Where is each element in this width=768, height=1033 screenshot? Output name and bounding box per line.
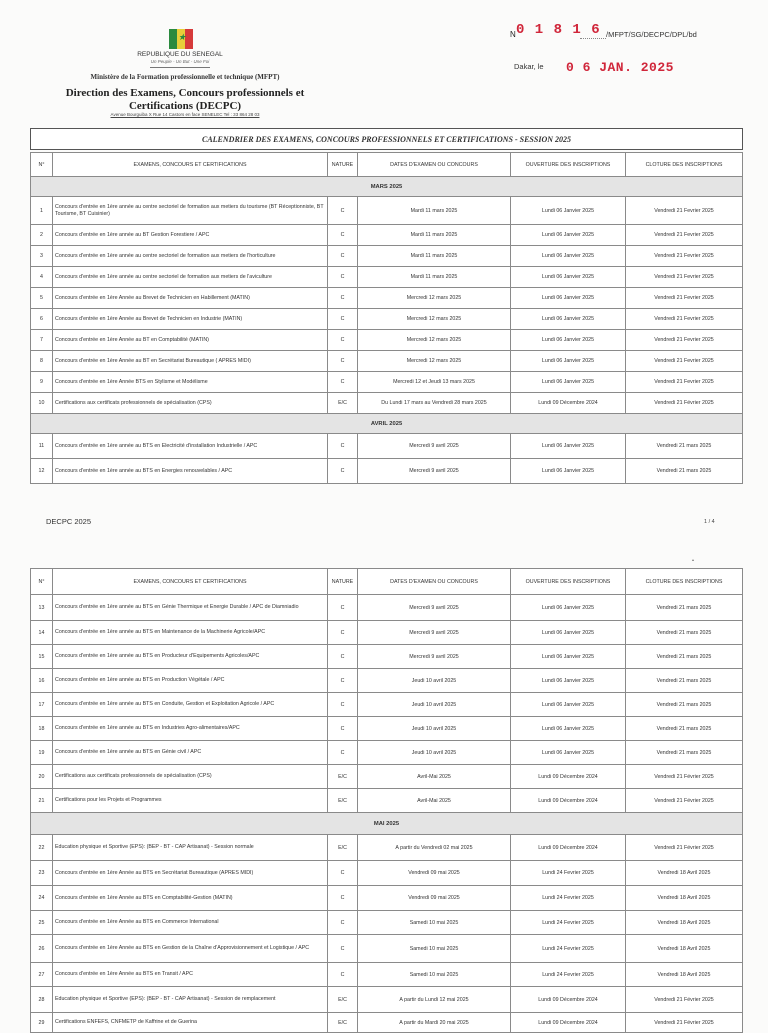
cell-registration-close: Vendredi 21 Fevrier 2025 bbox=[626, 267, 743, 288]
cell-nature: C bbox=[328, 645, 358, 669]
cell-exam-date: Mardi 11 mars 2025 bbox=[358, 267, 511, 288]
cell-exam-date: Mercredi 12 mars 2025 bbox=[358, 330, 511, 351]
cell-row-number: 13 bbox=[31, 595, 53, 621]
cell-exam-date: Jeudi 10 avril 2025 bbox=[358, 693, 511, 717]
cell-row-number: 19 bbox=[31, 741, 53, 765]
table-row bbox=[31, 1013, 743, 1033]
cell-exam-date: Samedi 10 mai 2025 bbox=[358, 911, 511, 935]
cell-exam-name: Concours d'entrée en 1ère Année au Brevet de Technicien en Industrie (MATIN) bbox=[53, 309, 328, 330]
cell-nature: C bbox=[328, 434, 358, 459]
column-header-registration-close: CLOTURE DES INSCRIPTIONS bbox=[626, 153, 743, 177]
table-row bbox=[31, 693, 743, 717]
cell-nature: C bbox=[328, 935, 358, 963]
cell-registration-open: Lundi 06 Janvier 2025 bbox=[511, 372, 626, 393]
table-row bbox=[31, 717, 743, 741]
table-row bbox=[31, 434, 743, 459]
column-header-registration-open: OUVERTURE DES INSCRIPTIONS bbox=[511, 153, 626, 177]
cell-exam-name: Concours d'entrée en 1ère année au BTS en Electricité d'installation Industrielle / APC bbox=[53, 434, 328, 459]
table-row bbox=[31, 963, 743, 987]
cell-exam-date: Samedi 10 mai 2025 bbox=[358, 963, 511, 987]
cell-registration-close: Vendredi 21 Fevrier 2025 bbox=[626, 225, 743, 246]
cell-registration-close: Vendredi 21 mars 2025 bbox=[626, 595, 743, 621]
cell-registration-open: Lundi 06 Janvier 2025 bbox=[511, 330, 626, 351]
cell-exam-date: Du Lundi 17 mars au Vendredi 28 mars 2025 bbox=[358, 393, 511, 414]
cell-row-number: 26 bbox=[31, 935, 53, 963]
scan-speck: ▴ bbox=[692, 557, 695, 562]
cell-exam-date: A partir du Lundi 12 mai 2025 bbox=[358, 987, 511, 1013]
cell-registration-close: Vendredi 21 Fevrier 2025 bbox=[626, 351, 743, 372]
cell-exam-date: Vendredi 09 mai 2025 bbox=[358, 886, 511, 911]
table-row bbox=[31, 330, 743, 351]
cell-exam-name: Concours d'entrée en 1ère Année au BTS en Commerce International bbox=[53, 911, 328, 935]
cell-nature: C bbox=[328, 886, 358, 911]
table-row bbox=[31, 911, 743, 935]
table-row bbox=[31, 835, 743, 861]
cell-exam-date: Jeudi 10 avril 2025 bbox=[358, 741, 511, 765]
cell-exam-date: Vendredi 09 mai 2025 bbox=[358, 861, 511, 886]
cell-nature: C bbox=[328, 861, 358, 886]
cell-row-number: 22 bbox=[31, 835, 53, 861]
cell-registration-open: Lundi 24 Fevrier 2025 bbox=[511, 886, 626, 911]
table-row bbox=[31, 246, 743, 267]
cell-nature: C bbox=[328, 669, 358, 693]
cell-nature: C bbox=[328, 267, 358, 288]
cell-exam-date: Mercredi 9 avril 2025 bbox=[358, 621, 511, 645]
cell-exam-date: Mercredi 9 avril 2025 bbox=[358, 434, 511, 459]
table-row bbox=[31, 197, 743, 225]
cell-exam-name: Concours d'entrée en 1ère année au BTS en Energies renouvelables / APC bbox=[53, 459, 328, 484]
cell-exam-name: Education physique et Sportive (EPS): (BEP - BT - CAP Artisanat) - Session de remplacement bbox=[53, 987, 328, 1013]
cell-registration-close: Vendredi 21 mars 2025 bbox=[626, 459, 743, 484]
cell-exam-name: Concours d'entrée en 1ère Année au Brevet de Technicien en Habillement (MATIN) bbox=[53, 288, 328, 309]
cell-row-number: 23 bbox=[31, 861, 53, 886]
table-row bbox=[31, 789, 743, 813]
cell-exam-date: Mardi 11 mars 2025 bbox=[358, 197, 511, 225]
cell-exam-name: Concours d'entrée en 1ère année au BTS en Génie civil / APC bbox=[53, 741, 328, 765]
cell-row-number: 9 bbox=[31, 372, 53, 393]
cell-registration-close: Vendredi 21 Fevrier 2025 bbox=[626, 197, 743, 225]
table-row bbox=[31, 309, 743, 330]
column-header-nature: NATURE bbox=[328, 569, 358, 595]
reference-suffix: /MFPT/SG/DECPC/DPL/bd bbox=[606, 30, 697, 39]
date-stamp: 0 6 JAN. 2025 bbox=[566, 60, 674, 75]
place-label: Dakar, le bbox=[514, 62, 544, 71]
cell-registration-open: Lundi 06 Janvier 2025 bbox=[511, 309, 626, 330]
reference-stamp-number: 0 1 8 1 6 bbox=[516, 22, 601, 38]
cell-nature: C bbox=[328, 246, 358, 267]
cell-exam-name: Certifications aux certificats professionnels de spécialisation (CPS) bbox=[53, 765, 328, 789]
footer-label: DECPC 2025 bbox=[46, 517, 92, 526]
senegal-flag-icon: ★ bbox=[169, 29, 193, 49]
cell-exam-name: Education physique et Sportive (EPS): (BEP - BT - CAP Artisanat) - Session normale bbox=[53, 835, 328, 861]
cell-exam-name: Concours d'entrée en 1ère année au BTS en Industries Agro-alimentaires/APC bbox=[53, 717, 328, 741]
cell-nature: E/C bbox=[328, 789, 358, 813]
cell-registration-open: Lundi 06 Janvier 2025 bbox=[511, 434, 626, 459]
cell-row-number: 4 bbox=[31, 267, 53, 288]
cell-registration-close: Vendredi 21 mars 2025 bbox=[626, 434, 743, 459]
document-title-bar bbox=[30, 128, 743, 150]
reference-dotline bbox=[580, 38, 606, 39]
cell-exam-date: Mercredi 12 mars 2025 bbox=[358, 288, 511, 309]
table-row bbox=[31, 393, 743, 414]
cell-exam-date: Mardi 11 mars 2025 bbox=[358, 225, 511, 246]
cell-row-number: 18 bbox=[31, 717, 53, 741]
table-header-row bbox=[31, 569, 743, 595]
cell-exam-date: Avril-Mai 2025 bbox=[358, 789, 511, 813]
cell-exam-name: Concours d'entrée en 1ère Année au BT en Secrétariat Bureautique ( APRES MIDI) bbox=[53, 351, 328, 372]
table-row bbox=[31, 621, 743, 645]
cell-row-number: 3 bbox=[31, 246, 53, 267]
month-section-row bbox=[31, 414, 743, 434]
cell-registration-open: Lundi 06 Janvier 2025 bbox=[511, 459, 626, 484]
cell-exam-name: Concours d'entrée en 1ère année au BTS en Conduite, Gestion et Exploitation Agricole / APC bbox=[53, 693, 328, 717]
month-label: MAI 2025 bbox=[31, 813, 743, 835]
cell-exam-date: Mercredi 12 mars 2025 bbox=[358, 351, 511, 372]
cell-row-number: 28 bbox=[31, 987, 53, 1013]
cell-row-number: 21 bbox=[31, 789, 53, 813]
cell-nature: C bbox=[328, 717, 358, 741]
cell-row-number: 27 bbox=[31, 963, 53, 987]
table-row bbox=[31, 765, 743, 789]
cell-exam-name: Certifications aux certificats professionnels de spécialisation (CPS) bbox=[53, 393, 328, 414]
cell-exam-date: Mardi 11 mars 2025 bbox=[358, 246, 511, 267]
cell-exam-date: Mercredi 9 avril 2025 bbox=[358, 459, 511, 484]
cell-exam-name: Concours d'entrée en 1ère Année BTS en Stylisme et Modélisme bbox=[53, 372, 328, 393]
cell-row-number: 29 bbox=[31, 1013, 53, 1033]
cell-registration-open: Lundi 06 Janvier 2025 bbox=[511, 288, 626, 309]
table-row bbox=[31, 861, 743, 886]
cell-registration-open: Lundi 06 Janvier 2025 bbox=[511, 645, 626, 669]
cell-row-number: 12 bbox=[31, 459, 53, 484]
cell-exam-date: Mercredi 12 et Jeudi 13 mars 2025 bbox=[358, 372, 511, 393]
cell-exam-name: Concours d'entrée en 1ère Année au BT en Comptabilité (MATIN) bbox=[53, 330, 328, 351]
cell-row-number: 5 bbox=[31, 288, 53, 309]
column-header-exam-name: EXAMENS, CONCOURS ET CERTIFICATIONS bbox=[53, 153, 328, 177]
cell-registration-close: Vendredi 21 Février 2025 bbox=[626, 789, 743, 813]
page-number: 1 / 4 bbox=[704, 519, 715, 525]
cell-exam-name: Concours d'entrée en 1ère année au BTS en Génie Thermique et Energie Durable / APC de Diamniadio bbox=[53, 595, 328, 621]
cell-registration-close: Vendredi 21 mars 2025 bbox=[626, 669, 743, 693]
ministry-name: Ministère de la Formation professionnelle et technique (MFPT) bbox=[90, 73, 280, 81]
header-divider bbox=[150, 67, 210, 68]
cell-nature: C bbox=[328, 741, 358, 765]
table-row bbox=[31, 459, 743, 484]
cell-exam-date: Avril-Mai 2025 bbox=[358, 765, 511, 789]
cell-registration-close: Vendredi 21 Fevrier 2025 bbox=[626, 330, 743, 351]
cell-registration-close: Vendredi 21 Février 2025 bbox=[626, 835, 743, 861]
cell-row-number: 25 bbox=[31, 911, 53, 935]
cell-row-number: 15 bbox=[31, 645, 53, 669]
cell-nature: C bbox=[328, 225, 358, 246]
cell-exam-date: Samedi 10 mai 2025 bbox=[358, 935, 511, 963]
cell-registration-open: Lundi 09 Décembre 2024 bbox=[511, 987, 626, 1013]
cell-nature: C bbox=[328, 963, 358, 987]
cell-row-number: 2 bbox=[31, 225, 53, 246]
cell-registration-open: Lundi 06 Janvier 2025 bbox=[511, 621, 626, 645]
cell-exam-date: A partir du Vendredi 02 mai 2025 bbox=[358, 835, 511, 861]
cell-registration-open: Lundi 06 Janvier 2025 bbox=[511, 197, 626, 225]
document-title: CALENDRIER DES EXAMENS, CONCOURS PROFESSIONNELS ET CERTIFICATIONS - SESSION 2025 bbox=[202, 134, 571, 144]
table-row bbox=[31, 225, 743, 246]
republic-label: REPUBLIQUE DU SENEGAL bbox=[137, 51, 223, 58]
cell-registration-close: Vendredi 21 mars 2025 bbox=[626, 741, 743, 765]
cell-exam-name: Concours d'entrée en 1ère année au centre sectoriel de formation aux metiers de l'aviculture bbox=[53, 267, 328, 288]
direction-name: Direction des Examens, Concours professionnels et Certifications (DECPC) bbox=[65, 87, 305, 112]
calendar-table-page-1 bbox=[30, 152, 743, 484]
column-header-exam-name: EXAMENS, CONCOURS ET CERTIFICATIONS bbox=[53, 569, 328, 595]
cell-exam-name: Concours d'entrée en 1ère année au BTS en Production Végétale / APC bbox=[53, 669, 328, 693]
cell-registration-close: Vendredi 21 Février 2025 bbox=[626, 1013, 743, 1033]
cell-registration-open: Lundi 09 Décembre 2024 bbox=[511, 789, 626, 813]
month-label: MARS 2025 bbox=[31, 177, 743, 197]
cell-registration-open: Lundi 09 Décembre 2024 bbox=[511, 765, 626, 789]
calendar-table-page-2 bbox=[30, 568, 743, 1033]
month-label: AVRIL 2025 bbox=[31, 414, 743, 434]
cell-registration-close: Vendredi 21 Février 2025 bbox=[626, 987, 743, 1013]
cell-row-number: 10 bbox=[31, 393, 53, 414]
column-header-row-number: N° bbox=[31, 569, 53, 595]
cell-registration-close: Vendredi 18 Avril 2025 bbox=[626, 886, 743, 911]
table-row bbox=[31, 288, 743, 309]
cell-nature: C bbox=[328, 330, 358, 351]
table-header-row bbox=[31, 153, 743, 177]
cell-nature: C bbox=[328, 197, 358, 225]
table-row bbox=[31, 267, 743, 288]
cell-registration-open: Lundi 24 Fevrier 2025 bbox=[511, 911, 626, 935]
cell-registration-open: Lundi 06 Janvier 2025 bbox=[511, 225, 626, 246]
cell-nature: E/C bbox=[328, 393, 358, 414]
cell-row-number: 6 bbox=[31, 309, 53, 330]
table-row bbox=[31, 372, 743, 393]
cell-nature: C bbox=[328, 372, 358, 393]
reference-prefix: N bbox=[510, 30, 516, 39]
table-row bbox=[31, 351, 743, 372]
cell-registration-close: Vendredi 21 mars 2025 bbox=[626, 717, 743, 741]
cell-registration-open: Lundi 09 Décembre 2024 bbox=[511, 1013, 626, 1033]
cell-registration-close: Vendredi 21 Fevrier 2025 bbox=[626, 309, 743, 330]
cell-registration-close: Vendredi 21 mars 2025 bbox=[626, 693, 743, 717]
column-header-exam-date: DATES D'EXAMEN OU CONCOURS bbox=[358, 569, 511, 595]
cell-nature: E/C bbox=[328, 987, 358, 1013]
cell-registration-open: Lundi 24 Fevrier 2025 bbox=[511, 935, 626, 963]
cell-registration-close: Vendredi 21 Fevrier 2025 bbox=[626, 372, 743, 393]
cell-registration-open: Lundi 06 Janvier 2025 bbox=[511, 693, 626, 717]
cell-registration-close: Vendredi 18 Avril 2025 bbox=[626, 963, 743, 987]
cell-registration-open: Lundi 09 Décembre 2024 bbox=[511, 835, 626, 861]
column-header-registration-close: CLOTURE DES INSCRIPTIONS bbox=[626, 569, 743, 595]
table-row bbox=[31, 987, 743, 1013]
cell-exam-name: Concours d'entrée en 1ère Année au BTS en Transit / APC bbox=[53, 963, 328, 987]
cell-registration-close: Vendredi 21 mars 2025 bbox=[626, 645, 743, 669]
cell-row-number: 24 bbox=[31, 886, 53, 911]
cell-nature: C bbox=[328, 911, 358, 935]
cell-registration-close: Vendredi 21 Fevrier 2025 bbox=[626, 288, 743, 309]
cell-registration-close: Vendredi 18 Avril 2025 bbox=[626, 861, 743, 886]
cell-nature: E/C bbox=[328, 1013, 358, 1033]
cell-row-number: 7 bbox=[31, 330, 53, 351]
cell-row-number: 11 bbox=[31, 434, 53, 459]
cell-registration-open: Lundi 06 Janvier 2025 bbox=[511, 351, 626, 372]
cell-registration-close: Vendredi 21 Février 2025 bbox=[626, 393, 743, 414]
cell-nature: C bbox=[328, 309, 358, 330]
cell-row-number: 1 bbox=[31, 197, 53, 225]
cell-registration-close: Vendredi 21 Février 2025 bbox=[626, 765, 743, 789]
cell-registration-close: Vendredi 21 Fevrier 2025 bbox=[626, 246, 743, 267]
cell-exam-name: Concours d'entrée en 1ère Année au BTS en Secrétariat Bureautique (APRES MIDI) bbox=[53, 861, 328, 886]
cell-nature: C bbox=[328, 459, 358, 484]
column-header-row-number: N° bbox=[31, 153, 53, 177]
cell-exam-name: Certifications ENFEFS, CNFMETP de Kaffrine et de Guerina bbox=[53, 1013, 328, 1033]
cell-row-number: 17 bbox=[31, 693, 53, 717]
cell-exam-name: Concours d'entrée en 1ère année au centre sectoriel de formation aux metiers du tourisme (BT Réceptionniste, BT Tourisme, BT Cuisinier) bbox=[53, 197, 328, 225]
cell-registration-close: Vendredi 18 Avril 2025 bbox=[626, 935, 743, 963]
cell-exam-name: Concours d'entrée en 1ère année au centre sectoriel de formation aux metiers de l'horticulture bbox=[53, 246, 328, 267]
cell-row-number: 20 bbox=[31, 765, 53, 789]
table-row bbox=[31, 669, 743, 693]
cell-nature: C bbox=[328, 595, 358, 621]
cell-registration-open: Lundi 06 Janvier 2025 bbox=[511, 669, 626, 693]
cell-registration-open: Lundi 24 Fevrier 2025 bbox=[511, 963, 626, 987]
cell-registration-close: Vendredi 18 Avril 2025 bbox=[626, 911, 743, 935]
table-row bbox=[31, 595, 743, 621]
cell-exam-date: Mercredi 12 mars 2025 bbox=[358, 309, 511, 330]
cell-row-number: 16 bbox=[31, 669, 53, 693]
cell-exam-name: Concours d'entrée en 1ère année au BT Gestion Forestiere / APC bbox=[53, 225, 328, 246]
month-section-row bbox=[31, 177, 743, 197]
cell-exam-date: A partir du Mardi 20 mai 2025 bbox=[358, 1013, 511, 1033]
column-header-registration-open: OUVERTURE DES INSCRIPTIONS bbox=[511, 569, 626, 595]
table-row bbox=[31, 645, 743, 669]
cell-nature: E/C bbox=[328, 835, 358, 861]
month-section-row bbox=[31, 813, 743, 835]
cell-exam-name: Concours d'entrée en 1ère année au BTS en Maintenance de la Machinerie Agricole/APC bbox=[53, 621, 328, 645]
cell-exam-name: Certifications pour les Projets et Programmes bbox=[53, 789, 328, 813]
cell-registration-open: Lundi 06 Janvier 2025 bbox=[511, 246, 626, 267]
cell-exam-date: Mercredi 9 avril 2025 bbox=[358, 595, 511, 621]
table-row bbox=[31, 741, 743, 765]
cell-nature: C bbox=[328, 693, 358, 717]
cell-registration-open: Lundi 09 Décembre 2024 bbox=[511, 393, 626, 414]
cell-exam-date: Jeudi 10 avril 2025 bbox=[358, 669, 511, 693]
cell-row-number: 14 bbox=[31, 621, 53, 645]
table-row bbox=[31, 886, 743, 911]
column-header-nature: NATURE bbox=[328, 153, 358, 177]
cell-exam-date: Mercredi 9 avril 2025 bbox=[358, 645, 511, 669]
cell-exam-date: Jeudi 10 avril 2025 bbox=[358, 717, 511, 741]
cell-nature: C bbox=[328, 621, 358, 645]
column-header-exam-date: DATES D'EXAMEN OU CONCOURS bbox=[358, 153, 511, 177]
cell-registration-open: Lundi 06 Janvier 2025 bbox=[511, 717, 626, 741]
cell-registration-close: Vendredi 21 mars 2025 bbox=[626, 621, 743, 645]
cell-nature: C bbox=[328, 351, 358, 372]
cell-nature: E/C bbox=[328, 765, 358, 789]
cell-nature: C bbox=[328, 288, 358, 309]
cell-row-number: 8 bbox=[31, 351, 53, 372]
cell-registration-open: Lundi 06 Janvier 2025 bbox=[511, 741, 626, 765]
cell-registration-open: Lundi 06 Janvier 2025 bbox=[511, 595, 626, 621]
table-row bbox=[31, 935, 743, 963]
cell-exam-name: Concours d'entrée en 1ère Année au BTS en Gestion de la Chaîne d'Approvisionnement et Logistique / APC bbox=[53, 935, 328, 963]
motto: Un Peuple - Un But - Une Foi bbox=[150, 59, 210, 64]
cell-exam-name: Concours d'entrée en 1ère Année au BTS en Comptabilité-Gestion (MATIN) bbox=[53, 886, 328, 911]
cell-registration-open: Lundi 24 Fevrier 2025 bbox=[511, 861, 626, 886]
cell-registration-open: Lundi 06 Janvier 2025 bbox=[511, 267, 626, 288]
cell-exam-name: Concours d'entrée en 1ère année au BTS en Producteur d'Equipements Agricoles/APC bbox=[53, 645, 328, 669]
address-line: Avenue Bourguiba X Rue 14 Castors en face SENELEC Tel : 33 864 28 03 bbox=[110, 112, 260, 117]
